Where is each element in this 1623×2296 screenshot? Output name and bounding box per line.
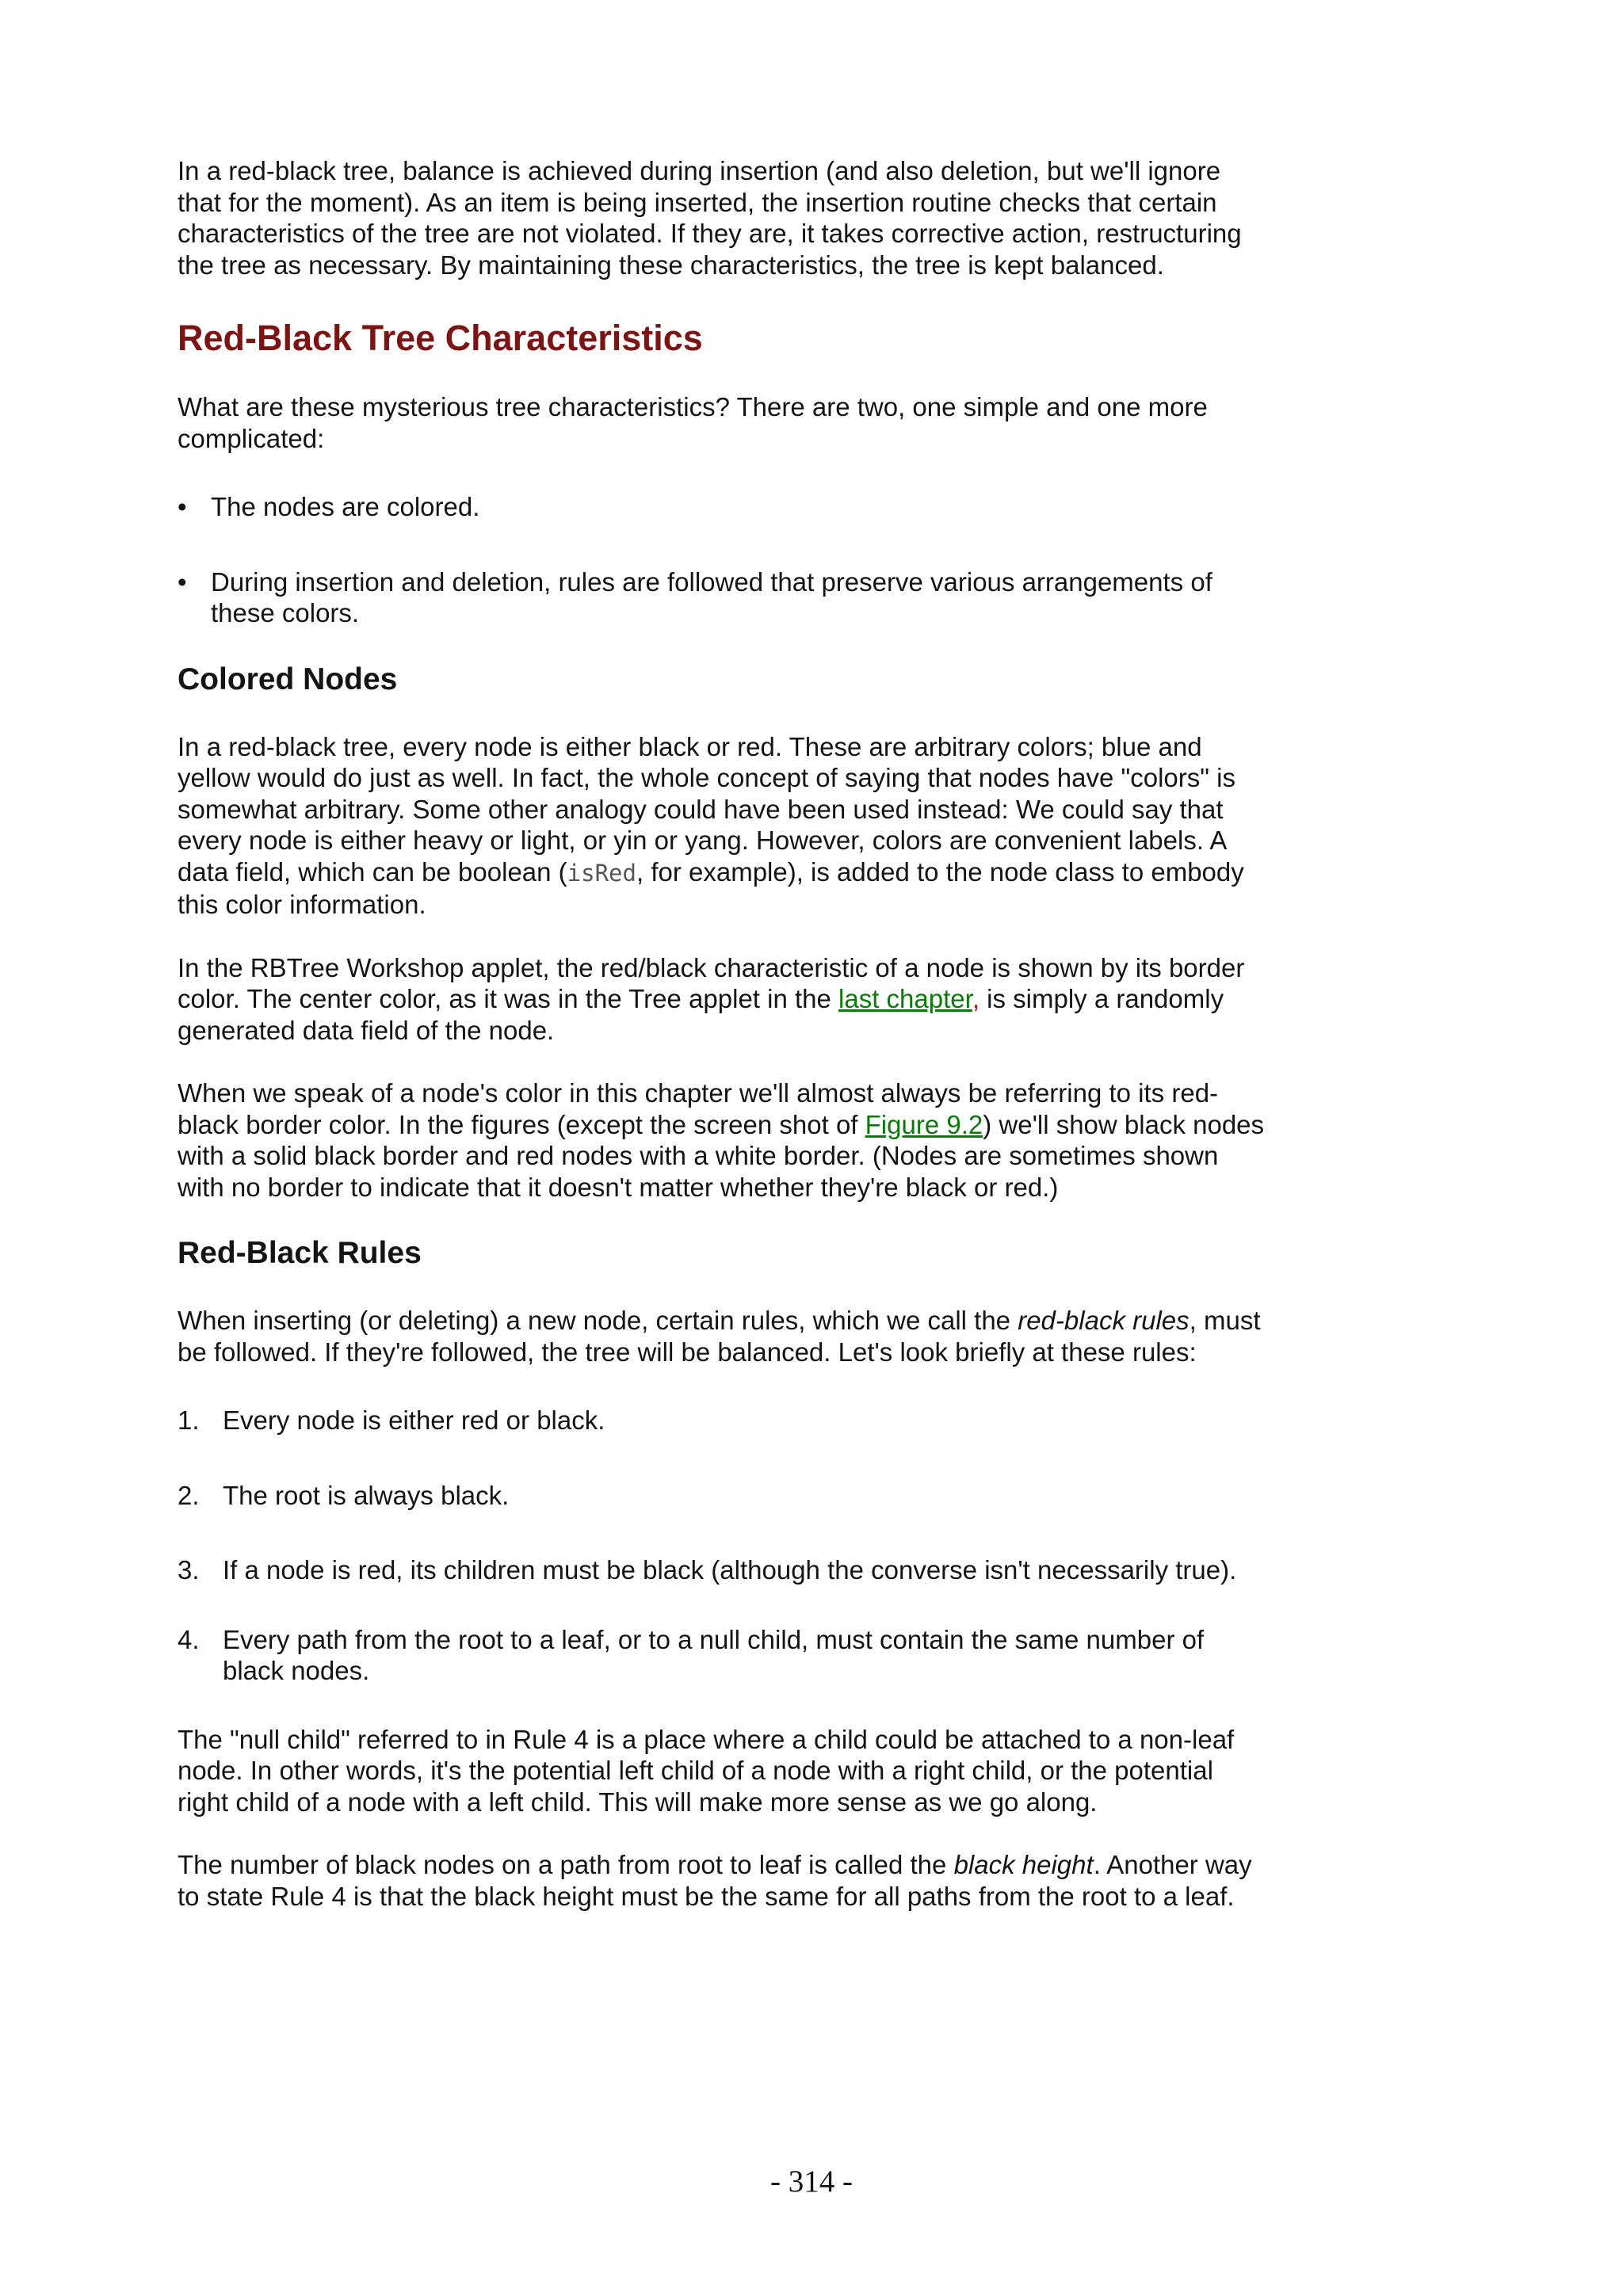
rules-intro xyxy=(178,1305,1271,1367)
comma: , xyxy=(972,984,980,1013)
text-span: is simply a randomly generated data field of the node. xyxy=(178,984,1224,1045)
null-child-paragraph: The "null child" referred to in Rule 4 is a place where a child could be attached to a non-leaf node. In other words, it's the potential left child of a node with a right child, or the potential right child of a node with a left child. This will make more sense as we go along. xyxy=(178,1724,1235,1817)
rule-text: Every path from the root to a leaf, or to a null child, must contain the same number of black nodes. xyxy=(223,1624,1205,1685)
list-item-text: The nodes are colored. xyxy=(211,492,480,521)
rule-text: The root is always black. xyxy=(223,1480,510,1510)
black-height-paragraph xyxy=(178,1849,1271,1912)
rule-number: 3. xyxy=(178,1555,200,1585)
red-black-rules-heading: Red-Black Rules xyxy=(178,1236,422,1270)
text-span: When inserting (or deleting) a new node, certain rules, which we call the xyxy=(178,1306,1018,1335)
last-chapter-link[interactable]: last chapter xyxy=(838,984,972,1013)
document-page xyxy=(178,155,1271,1912)
black-height-term: black height xyxy=(953,1850,1094,1879)
text-span: . Another way to state Rule 4 is that the black height must be the same for all paths from the root to a leaf. xyxy=(178,1850,1252,1911)
characteristics-list xyxy=(178,491,1271,629)
text-span: , for example), is added to the node class to embody this color information. xyxy=(178,856,1244,919)
characteristics-intro: What are these mysterious tree characteristics? There are two, one simple and one more complicated: xyxy=(178,392,1208,453)
colored-nodes-heading: Colored Nodes xyxy=(178,662,398,696)
code-isred: isRed xyxy=(567,859,636,887)
bullet-icon: • xyxy=(178,566,187,597)
rule-number: 4. xyxy=(178,1624,200,1654)
section-title: Red-Black Tree Characteristics xyxy=(178,318,703,358)
rule-text: If a node is red, its children must be black (although the converse isn't necessarily true). xyxy=(223,1555,1237,1585)
text-span: In the RBTree Workshop applet, the red/black characteristic of a node is shown by its border color. The center color, as it was in the Tree applet in the xyxy=(178,952,1245,1013)
bullet-icon: • xyxy=(178,492,187,521)
rule-item xyxy=(178,1405,1271,1436)
text-span: When we speak of a node's color in this chapter we'll almost always be referring to its red-black border color. In the figures (except the screen shot of xyxy=(178,1078,1219,1139)
colored-nodes-paragraph-1 xyxy=(178,731,1271,921)
colored-nodes-paragraph-3 xyxy=(178,1077,1271,1203)
page-number: - 314 - xyxy=(770,2164,853,2199)
text-span: ) we'll show black nodes with a solid black border and red nodes with a white border. (Nodes are sometimes shown with no border to indicate that it doesn't matter whether they're black or red.) xyxy=(178,1109,1265,1202)
list-item xyxy=(178,566,1271,629)
colored-nodes-paragraph-2 xyxy=(178,952,1271,1047)
rule-item xyxy=(178,1624,1271,1687)
red-black-rules-term: red-black rules xyxy=(1018,1306,1190,1335)
rule-number: 2. xyxy=(178,1480,200,1510)
rules-list xyxy=(178,1405,1271,1687)
rule-text: Every node is either red or black. xyxy=(223,1405,605,1435)
rule-item xyxy=(178,1480,1271,1512)
figure-9-2-link[interactable]: Figure 9.2 xyxy=(865,1109,983,1139)
rule-item xyxy=(178,1554,1271,1586)
intro-paragraph: In a red-black tree, balance is achieved during insertion (and also deletion, but we'll ignore that for the moment). As an item is being inserted, the insertion routine checks that certain characteristics of the tree are not violated. If they are, it takes corrective action, restructuring the tree as necessary. By maintaining these characteristics, the tree is kept balanced. xyxy=(178,156,1242,280)
rule-number: 1. xyxy=(178,1405,200,1435)
list-item xyxy=(178,491,1271,523)
text-span: In a red-black tree, every node is either black or red. These are arbitrary colors; blue and yellow would do just as well. In fact, the whole concept of saying that nodes have "colors" is somewhat arbitrary. Some other analogy could have been used instead: We could say that every node is either heavy or light, or yin or yang. However, colors are convenient labels. A data field, which can be boolean ( xyxy=(178,731,1235,887)
text-span: The number of black nodes on a path from root to leaf is called the xyxy=(178,1850,954,1879)
list-item-text: During insertion and deletion, rules are followed that preserve various arrangements of these colors. xyxy=(211,566,1212,627)
text-span: , must be followed. If they're followed, the tree will be balanced. Let's look briefly at these rules: xyxy=(178,1306,1261,1367)
